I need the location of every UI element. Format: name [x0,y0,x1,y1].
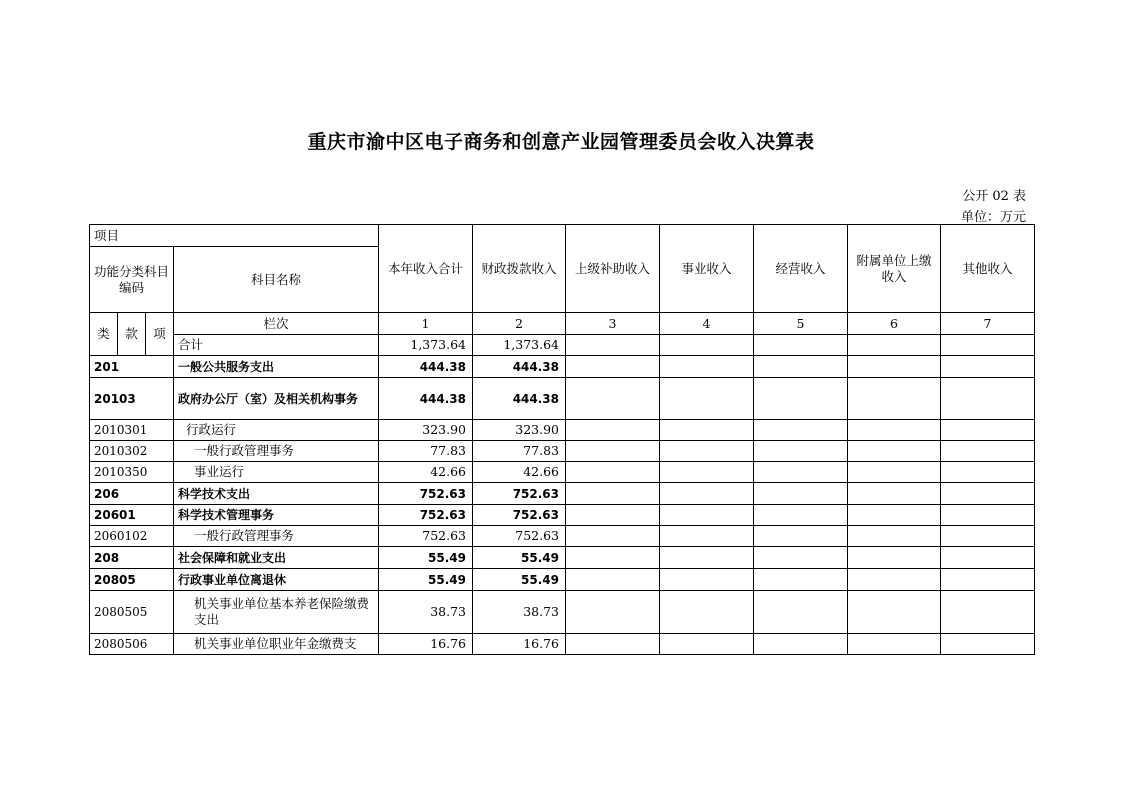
table-row [90,569,1035,591]
row-total: 42.66 [379,462,473,483]
table-row [90,505,1035,526]
header-operating: 经营收入 [754,225,848,313]
empty-cell [941,378,1035,420]
empty-cell [941,547,1035,569]
row-fiscal: 55.49 [473,569,566,591]
unit-label: 单位：万元 [960,210,1026,225]
table-code: 公开 02 表 [962,189,1026,204]
empty-cell [754,420,848,441]
row-total: 55.49 [379,547,473,569]
header-lanci: 栏次 [174,313,379,335]
empty-cell [566,420,660,441]
header-xiang: 项 [146,313,174,356]
table-row [90,378,1035,420]
empty-cell [754,378,848,420]
empty-cell [941,569,1035,591]
row-fiscal: 323.90 [473,420,566,441]
empty-cell [941,591,1035,634]
empty-cell [660,547,754,569]
empty-cell [754,441,848,462]
row-total: 444.38 [379,378,473,420]
empty-cell [754,356,848,378]
empty-cell [941,420,1035,441]
empty-cell [848,420,941,441]
empty-cell [566,356,660,378]
empty-cell [660,441,754,462]
col-number: 4 [660,313,754,335]
table-row [90,634,1035,655]
empty-cell [566,547,660,569]
empty-cell [566,526,660,547]
empty-cell [848,526,941,547]
page-title: 重庆市渝中区电子商务和创意产业园管理委员会收入决算表 [307,131,815,153]
row-name: 科学技术支出 [174,483,379,505]
total-value: 1,373.64 [379,335,473,356]
empty-cell [848,335,941,356]
empty-cell [754,634,848,655]
empty-cell [941,441,1035,462]
empty-cell [566,378,660,420]
row-total: 752.63 [379,526,473,547]
header-fiscal: 财政拨款收入 [473,225,566,313]
empty-cell [848,483,941,505]
row-total: 55.49 [379,569,473,591]
header-kuan: 款 [118,313,146,356]
empty-cell [941,483,1035,505]
table-row [90,591,1035,634]
col-number: 2 [473,313,566,335]
empty-cell [848,505,941,526]
row-total: 444.38 [379,356,473,378]
empty-cell [754,505,848,526]
empty-cell [848,591,941,634]
empty-cell [848,378,941,420]
empty-cell [848,547,941,569]
table-row [90,420,1035,441]
row-code: 208 [90,547,174,569]
col-number: 3 [566,313,660,335]
empty-cell [660,505,754,526]
empty-cell [754,335,848,356]
empty-cell [660,378,754,420]
row-code: 2080505 [90,591,174,634]
row-name: 机关事业单位基本养老保险缴费支出 [174,591,379,634]
col-number: 6 [848,313,941,335]
row-name: 一般公共服务支出 [174,356,379,378]
empty-cell [941,634,1035,655]
row-fiscal: 38.73 [473,591,566,634]
row-name: 机关事业单位职业年金缴费支 [174,634,379,655]
row-total: 77.83 [379,441,473,462]
empty-cell [941,462,1035,483]
col-number: 5 [754,313,848,335]
empty-cell [848,441,941,462]
empty-cell [941,505,1035,526]
row-code: 2010301 [90,420,174,441]
empty-cell [566,569,660,591]
empty-cell [848,462,941,483]
empty-cell [660,483,754,505]
row-code: 20601 [90,505,174,526]
header-other: 其他收入 [941,225,1035,313]
empty-cell [566,462,660,483]
row-name: 科学技术管理事务 [174,505,379,526]
row-code: 20805 [90,569,174,591]
row-total: 38.73 [379,591,473,634]
header-func-code: 功能分类科目编码 [90,247,174,313]
row-name: 社会保障和就业支出 [174,547,379,569]
table-row [90,441,1035,462]
row-total: 323.90 [379,420,473,441]
row-fiscal: 752.63 [473,483,566,505]
empty-cell [566,591,660,634]
table-row [90,356,1035,378]
row-code: 2080506 [90,634,174,655]
empty-cell [941,335,1035,356]
header-affiliated: 附属单位上缴收入 [848,225,941,313]
row-name: 行政运行 [174,420,379,441]
empty-cell [754,591,848,634]
row-fiscal: 752.63 [473,526,566,547]
empty-cell [566,483,660,505]
header-project: 项目 [90,225,379,247]
col-number: 1 [379,313,473,335]
row-code: 2010302 [90,441,174,462]
total-label: 合计 [174,335,379,356]
table-row [90,483,1035,505]
header-total: 本年收入合计 [379,225,473,313]
header-superior: 上级补助收入 [566,225,660,313]
empty-cell [660,335,754,356]
row-fiscal: 42.66 [473,462,566,483]
table-row [90,526,1035,547]
row-name: 事业运行 [174,462,379,483]
row-code: 201 [90,356,174,378]
empty-cell [754,547,848,569]
empty-cell [848,569,941,591]
col-number: 7 [941,313,1035,335]
row-code: 20103 [90,378,174,420]
row-total: 752.63 [379,483,473,505]
row-code: 2060102 [90,526,174,547]
empty-cell [848,356,941,378]
total-fiscal: 1,373.64 [473,335,566,356]
row-fiscal: 752.63 [473,505,566,526]
income-table [89,224,1035,655]
row-fiscal: 77.83 [473,441,566,462]
empty-cell [754,569,848,591]
empty-cell [566,441,660,462]
empty-cell [566,634,660,655]
empty-cell [848,634,941,655]
empty-cell [660,526,754,547]
empty-cell [941,356,1035,378]
empty-cell [566,335,660,356]
row-fiscal: 444.38 [473,378,566,420]
empty-cell [566,505,660,526]
row-name: 一般行政管理事务 [174,441,379,462]
empty-cell [660,420,754,441]
row-total: 752.63 [379,505,473,526]
row-total: 16.76 [379,634,473,655]
row-fiscal: 16.76 [473,634,566,655]
empty-cell [660,591,754,634]
header-subject-name: 科目名称 [174,247,379,313]
row-fiscal: 55.49 [473,547,566,569]
empty-cell [660,569,754,591]
empty-cell [941,526,1035,547]
row-fiscal: 444.38 [473,356,566,378]
empty-cell [660,634,754,655]
empty-cell [660,356,754,378]
table-row [90,462,1035,483]
row-name: 一般行政管理事务 [174,526,379,547]
empty-cell [660,462,754,483]
row-code: 2010350 [90,462,174,483]
header-business: 事业收入 [660,225,754,313]
row-name: 行政事业单位离退休 [174,569,379,591]
empty-cell [754,462,848,483]
empty-cell [754,526,848,547]
table-row [90,547,1035,569]
header-lei: 类 [90,313,118,356]
empty-cell [754,483,848,505]
row-code: 206 [90,483,174,505]
row-name: 政府办公厅（室）及相关机构事务 [174,378,379,420]
